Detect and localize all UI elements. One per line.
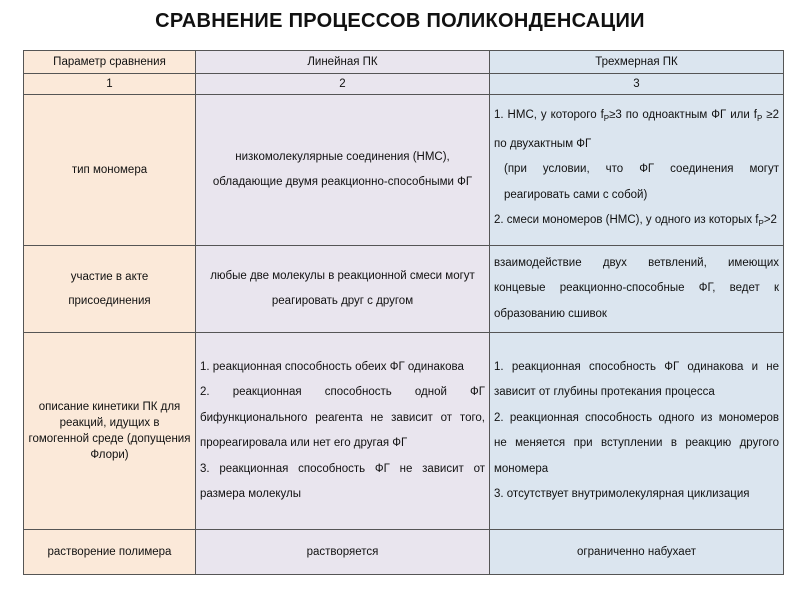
three-d-monomer-cell <box>490 95 784 246</box>
column-number-2: 2 <box>196 74 490 95</box>
linear-monomer-cell <box>196 95 490 246</box>
header-linear: Линейная ПК <box>196 51 490 74</box>
three-d-kinetics-item-1: 1. реакционная способность ФГ одинакова и не зависит от глубины протекания процесса <box>494 360 779 398</box>
linear-kinetics-item-3: 3. реакционная способность ФГ не зависит от размера молекулы <box>200 462 485 500</box>
three-d-participation-cell <box>490 246 784 333</box>
three-d-participation-text: взаимодействие двух ветвлений, имеющих концевые реакционно-способные ФГ, ведет к образованию сшивок <box>494 256 779 320</box>
table-row-monomer <box>24 95 784 246</box>
item-1-part-c: ≥2 по двухактным ФГ <box>494 109 780 150</box>
column-number-1: 1 <box>24 74 196 95</box>
three-d-monomer-item-1 <box>494 103 779 157</box>
linear-dissolution: растворяется <box>196 530 490 575</box>
param-dissolution: растворение полимера <box>24 530 196 575</box>
linear-kinetics-item-1: 1. реакционная способность обеих ФГ одинакова <box>200 360 464 373</box>
column-number-row <box>24 74 784 95</box>
item-1-subscript: P <box>603 114 610 124</box>
three-d-monomer-note: (при условии, что ФГ соединения могут реагировать сами с собой) <box>504 163 779 201</box>
three-d-kinetics-cell <box>490 333 784 530</box>
linear-monomer-text: низкомолекулярные соединения (НМС), обладающие двумя реакционно-способными ФГ <box>212 150 473 188</box>
table-row-participation <box>24 246 784 333</box>
three-d-dissolution: ограниченно набухает <box>490 530 784 575</box>
item-1-part-a: 1. НМС, у которого f <box>494 109 604 122</box>
item-2-part-a: 2. смеси мономеров (НМС), у одного из которых f <box>494 214 759 227</box>
linear-participation-cell <box>196 246 490 333</box>
header-three-d: Трехмерная ПК <box>490 51 784 74</box>
page-title: СРАВНЕНИЕ ПРОЦЕССОВ ПОЛИКОНДЕНСАЦИИ <box>155 10 645 32</box>
item-1-part-b: ≥3 по одноактным ФГ или f <box>609 109 757 122</box>
param-participation: участие в акте присоединения <box>24 246 196 333</box>
linear-kinetics-cell <box>196 333 490 530</box>
three-d-kinetics-item-2: 2. реакционная способность одного из мономеров не меняется при вступлении в реакцию другого мономера <box>494 411 779 475</box>
table-row-dissolution <box>24 530 784 575</box>
header-param: Параметр сравнения <box>24 51 196 74</box>
three-d-kinetics-item-3: 3. отсутствует внутримолекулярная циклизация <box>494 488 750 500</box>
table-header-row <box>24 51 784 74</box>
param-kinetics: описание кинетики ПК для реакций, идущих в гомогенной среде (допущения Флори) <box>24 333 196 530</box>
item-2-part-b: >2 <box>763 214 777 227</box>
column-number-3: 3 <box>490 74 784 95</box>
table-row-kinetics <box>24 333 784 530</box>
three-d-monomer-item-2 <box>494 208 779 237</box>
linear-kinetics-item-2: 2. реакционная способность одной ФГ бифункционального реагента не зависит от того, прореагировала или нет его другая ФГ <box>200 386 485 449</box>
item-1-subscript-2: P <box>756 114 763 124</box>
param-monomer-type: тип мономера <box>24 95 196 246</box>
item-2-subscript: P <box>758 219 764 229</box>
comparison-table <box>23 50 784 575</box>
linear-participation-text: любые две молекулы в реакционной смеси могут реагировать друг с другом <box>210 269 475 307</box>
